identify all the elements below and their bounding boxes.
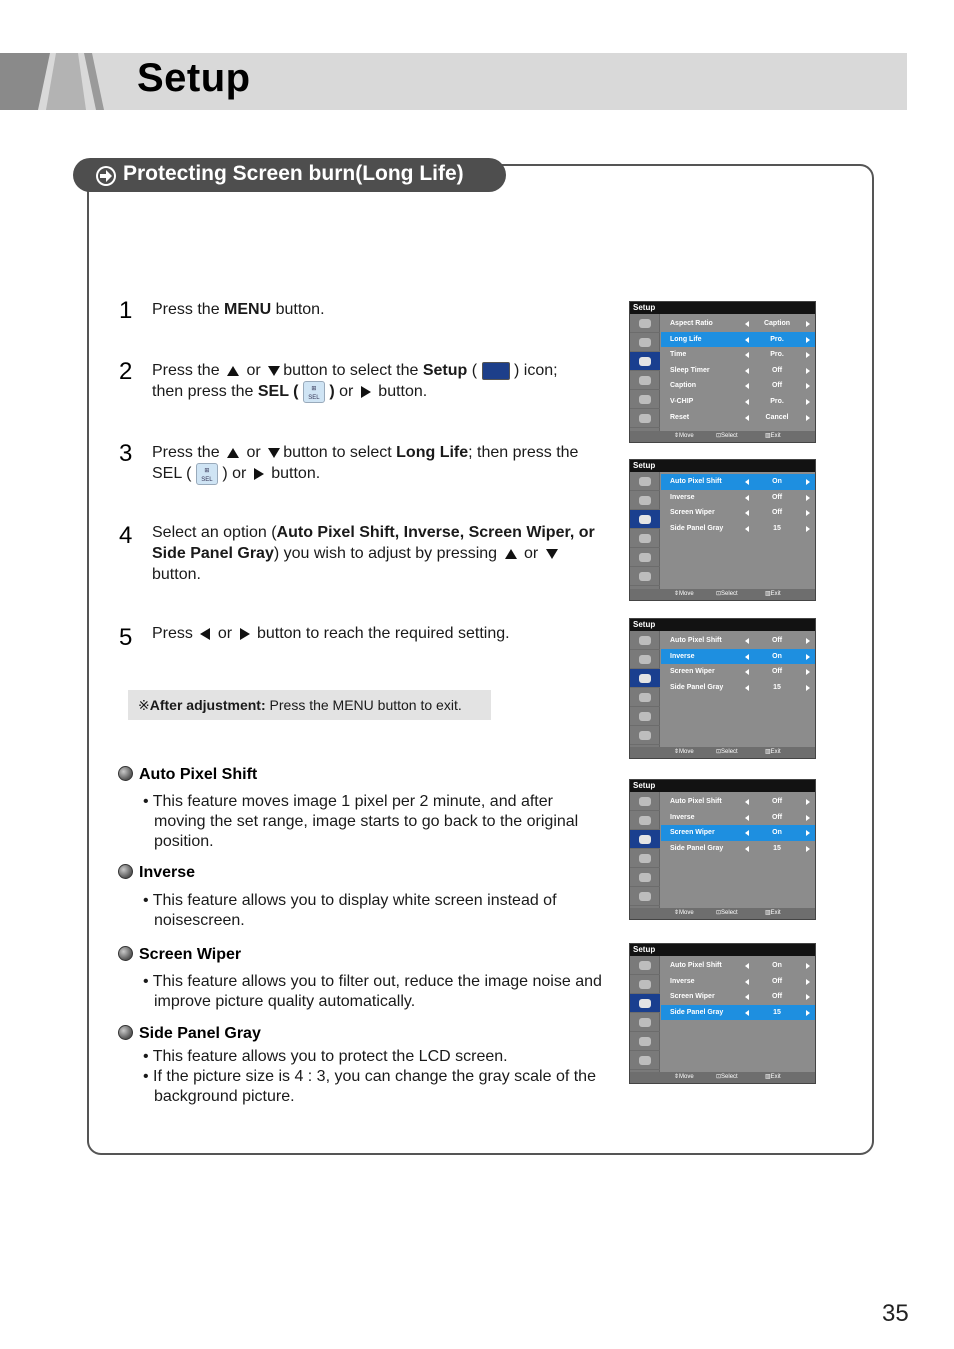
osd-left-arrow-icon: [745, 399, 749, 405]
osd-menu-row: [661, 521, 815, 537]
osd-menu-row: [661, 347, 815, 363]
osd-channel-icon: [630, 371, 660, 390]
osd-sound-icon: [630, 975, 660, 994]
osd-rows: [661, 474, 815, 536]
osd-menu-row: [661, 841, 815, 857]
osd-left-arrow-icon: [745, 685, 749, 691]
osd-menu-row: [661, 332, 815, 348]
step-number: 2: [119, 358, 133, 385]
osd-menu-screen: [629, 618, 816, 759]
osd-row-value: Caption: [763, 320, 791, 327]
osd-left-arrow-icon: [745, 415, 749, 421]
osd-menu-row: [661, 974, 815, 990]
osd-tv-icon: [630, 1051, 660, 1070]
osd-left-arrow-icon: [745, 654, 749, 660]
osd-tv-icon: [630, 887, 660, 906]
osd-row-value: Off: [771, 493, 783, 501]
osd-row-value: Off: [771, 366, 783, 374]
up-arrow-icon: [227, 366, 239, 376]
right-arrow-icon: [361, 386, 371, 398]
osd-menu-row: [661, 810, 815, 826]
step-1-text: Press the MENU button.: [152, 301, 325, 318]
osd-setup-icon: [630, 510, 660, 529]
osd-sidebar: [630, 472, 660, 589]
osd-row-value: Off: [771, 977, 783, 985]
osd-title: Setup: [630, 944, 815, 956]
osd-footer: [630, 747, 815, 758]
osd-rows: [661, 316, 815, 425]
right-arrow-icon: [240, 628, 250, 640]
round-bullet-icon: [118, 766, 133, 781]
osd-menu-row: [661, 316, 815, 332]
osd-menu-row: [661, 958, 815, 974]
note-symbol-icon: ※: [138, 697, 150, 713]
osd-row-value: On: [772, 962, 782, 969]
osd-sidebar: [630, 631, 660, 747]
osd-left-arrow-icon: [745, 368, 749, 374]
osd-row-label: Auto Pixel Shift: [670, 637, 722, 644]
osd-footer: [630, 431, 815, 442]
left-arrow-icon: [200, 628, 210, 640]
osd-left-arrow-icon: [745, 638, 749, 644]
step-4-text: Select an option (Auto Pixel Shift, Inverse, Screen Wiper, or Side Panel Gray) you wish to adjust by pressing or button.: [152, 524, 595, 583]
osd-right-arrow-icon: [806, 479, 810, 485]
section-title: Protecting Screen burn(Long Life): [123, 162, 464, 185]
osd-right-arrow-icon: [806, 685, 810, 691]
osd-right-arrow-icon: [806, 510, 810, 516]
page-number: 35: [882, 1300, 909, 1327]
osd-right-arrow-icon: [806, 830, 810, 836]
osd-channel-icon: [630, 688, 660, 707]
osd-input-icon: [630, 868, 660, 887]
osd-row-label: Inverse: [670, 652, 695, 660]
osd-left-arrow-icon: [745, 1010, 749, 1016]
osd-row-label: Side Panel Gray: [670, 524, 724, 532]
osd-row-value: On: [772, 829, 782, 837]
up-arrow-icon: [505, 549, 517, 559]
osd-left-arrow-icon: [745, 669, 749, 675]
up-arrow-icon: [227, 448, 239, 458]
osd-left-arrow-icon: [745, 830, 749, 836]
osd-sound-icon: [630, 811, 660, 830]
osd-menu-row: [661, 633, 815, 649]
osd-left-arrow-icon: [745, 979, 749, 985]
osd-sound-icon: [630, 491, 660, 510]
osd-row-value: Off: [771, 993, 783, 1001]
osd-row-value: Pro.: [770, 397, 784, 405]
setup-wrench-icon: [482, 362, 510, 380]
osd-right-arrow-icon: [806, 654, 810, 660]
osd-row-label: Side Panel Gray: [670, 844, 724, 852]
osd-right-arrow-icon: [806, 383, 810, 389]
osd-left-arrow-icon: [745, 510, 749, 516]
osd-sidebar: [630, 314, 660, 431]
osd-move-hint: ⇕ Move: [674, 749, 694, 755]
osd-select-hint: ⊡ Select: [716, 591, 738, 597]
osd-row-label: V-CHIP: [670, 397, 694, 405]
arrow-circle-icon: [95, 165, 117, 187]
osd-row-label: Long Life: [670, 335, 702, 343]
feature-heading: Screen Wiper: [118, 946, 241, 964]
osd-row-label: Screen Wiper: [670, 668, 715, 676]
osd-right-arrow-icon: [806, 669, 810, 675]
osd-select-hint: ⊡ Select: [716, 910, 738, 916]
osd-title: Setup: [630, 619, 815, 631]
osd-row-value: Off: [771, 382, 783, 390]
osd-rows: [661, 633, 815, 695]
down-arrow-icon: [268, 448, 280, 458]
round-bullet-icon: [118, 1025, 133, 1040]
osd-row-label: Auto Pixel Shift: [670, 478, 722, 485]
osd-right-arrow-icon: [806, 321, 810, 327]
osd-exit-hint: ▥ Exit: [765, 591, 781, 597]
osd-picture-icon: [630, 956, 660, 975]
osd-menu-screen: [629, 459, 816, 601]
osd-title: Setup: [630, 460, 815, 472]
step-number: 5: [119, 624, 133, 651]
page-title: Setup: [137, 56, 251, 100]
osd-input-icon: [630, 390, 660, 409]
osd-menu-row: [661, 474, 815, 490]
osd-select-hint: ⊡ Select: [716, 749, 738, 755]
osd-row-value: On: [772, 652, 782, 660]
osd-right-arrow-icon: [806, 337, 810, 343]
osd-tv-icon: [630, 409, 660, 428]
sel-button-icon: ⊞ SEL: [196, 463, 218, 485]
osd-title: Setup: [630, 780, 815, 792]
step-2-text: Press the or button to select the Setup ( ) icon; then press the SEL ( ⊞ SEL ) or button.: [152, 362, 558, 401]
step-number: 4: [119, 522, 133, 549]
osd-sound-icon: [630, 333, 660, 352]
osd-setup-icon: [630, 830, 660, 849]
osd-row-label: Inverse: [670, 813, 695, 821]
osd-move-hint: ⇕ Move: [674, 591, 694, 597]
down-arrow-icon: [546, 549, 558, 559]
osd-right-arrow-icon: [806, 352, 810, 358]
osd-row-label: Screen Wiper: [670, 829, 715, 837]
osd-select-hint: ⊡ Select: [716, 1074, 738, 1080]
osd-input-icon: [630, 1032, 660, 1051]
osd-channel-icon: [630, 849, 660, 868]
osd-left-arrow-icon: [745, 846, 749, 852]
osd-picture-icon: [630, 472, 660, 491]
osd-move-hint: ⇕ Move: [674, 433, 694, 439]
osd-row-value: On: [772, 478, 782, 485]
osd-row-label: Inverse: [670, 493, 695, 501]
osd-tv-icon: [630, 726, 660, 745]
osd-row-label: Auto Pixel Shift: [670, 962, 722, 969]
osd-row-value: Pro.: [770, 335, 784, 343]
osd-row-label: Screen Wiper: [670, 509, 715, 517]
osd-right-arrow-icon: [806, 415, 810, 421]
osd-row-value: Off: [771, 637, 783, 644]
osd-row-value: Pro.: [770, 351, 784, 359]
osd-row-value: 15: [773, 683, 781, 691]
osd-select-hint: ⊡ Select: [716, 433, 738, 439]
osd-row-value: Off: [771, 509, 783, 517]
sel-button-icon: ⊞ SEL: [303, 381, 325, 403]
osd-right-arrow-icon: [806, 399, 810, 405]
osd-row-value: Off: [771, 668, 783, 676]
adjustment-note: ※After adjustment: Press the MENU button to exit.: [128, 690, 491, 720]
step-number: 3: [119, 440, 133, 467]
osd-menu-row: [661, 794, 815, 810]
osd-row-value: Off: [771, 813, 783, 821]
osd-exit-hint: ▥ Exit: [765, 1074, 781, 1080]
osd-rows: [661, 794, 815, 856]
osd-row-label: Caption: [670, 382, 697, 390]
osd-right-arrow-icon: [806, 963, 810, 969]
osd-left-arrow-icon: [745, 383, 749, 389]
osd-row-value: Off: [771, 798, 783, 805]
osd-right-arrow-icon: [806, 495, 810, 501]
osd-menu-row: [661, 505, 815, 521]
step-5-text: Press or button to reach the required setting.: [152, 625, 510, 642]
osd-row-label: Reset: [670, 413, 690, 421]
osd-footer: [630, 908, 815, 919]
osd-menu-row: [661, 649, 815, 665]
osd-menu-row: [661, 664, 815, 680]
round-bullet-icon: [118, 946, 133, 961]
down-arrow-icon: [268, 366, 280, 376]
osd-menu-row: [661, 989, 815, 1005]
feature-description: • This feature allows you to display white screen instead of noisescreen.: [143, 892, 557, 929]
osd-left-arrow-icon: [745, 495, 749, 501]
osd-left-arrow-icon: [745, 963, 749, 969]
osd-move-hint: ⇕ Move: [674, 910, 694, 916]
osd-menu-row: [661, 1005, 815, 1021]
osd-left-arrow-icon: [745, 337, 749, 343]
osd-left-arrow-icon: [745, 994, 749, 1000]
feature-description: • This feature allows you to protect the LCD screen.: [143, 1048, 508, 1065]
osd-row-label: Aspect Ratio: [670, 320, 713, 327]
osd-setup-icon: [630, 994, 660, 1013]
osd-menu-row: [661, 490, 815, 506]
osd-menu-row: [661, 825, 815, 841]
osd-rows: [661, 958, 815, 1020]
osd-right-arrow-icon: [806, 526, 810, 532]
header-stripes-decoration: [0, 53, 120, 110]
osd-row-value: 15: [773, 524, 781, 532]
osd-menu-row: [661, 378, 815, 394]
osd-left-arrow-icon: [745, 352, 749, 358]
feature-heading: Side Panel Gray: [118, 1025, 261, 1043]
osd-menu-screen: [629, 943, 816, 1084]
osd-right-arrow-icon: [806, 1010, 810, 1016]
osd-exit-hint: ▥ Exit: [765, 749, 781, 755]
osd-left-arrow-icon: [745, 815, 749, 821]
osd-picture-icon: [630, 314, 660, 333]
osd-picture-icon: [630, 631, 660, 650]
osd-right-arrow-icon: [806, 979, 810, 985]
feature-description: • If the picture size is 4 : 3, you can change the gray scale of the background picture.: [143, 1068, 596, 1105]
osd-menu-screen: [629, 779, 816, 920]
osd-right-arrow-icon: [806, 638, 810, 644]
osd-menu-row: [661, 410, 815, 426]
osd-row-value: 15: [773, 844, 781, 852]
osd-left-arrow-icon: [745, 799, 749, 805]
osd-row-label: Side Panel Gray: [670, 1008, 724, 1016]
feature-description: • This feature allows you to filter out, reduce the image noise and improve picture quality automatically.: [143, 973, 602, 1010]
osd-picture-icon: [630, 792, 660, 811]
osd-row-value: 15: [773, 1008, 781, 1016]
osd-sidebar: [630, 956, 660, 1072]
osd-row-label: Side Panel Gray: [670, 683, 724, 691]
round-bullet-icon: [118, 864, 133, 879]
right-arrow-icon: [254, 468, 264, 480]
osd-input-icon: [630, 707, 660, 726]
osd-tv-icon: [630, 567, 660, 586]
osd-row-label: Inverse: [670, 977, 695, 985]
feature-description: • This feature moves image 1 pixel per 2 minute, and after moving the set range, image starts to go back to the original position.: [143, 793, 579, 850]
osd-right-arrow-icon: [806, 846, 810, 852]
osd-menu-row: [661, 680, 815, 696]
feature-heading: Inverse: [118, 864, 195, 882]
step-3-text: Press the or button to select Long Life; then press the SEL ( ⊞ SEL ) or button.: [152, 444, 579, 483]
osd-left-arrow-icon: [745, 321, 749, 327]
osd-menu-row: [661, 394, 815, 410]
feature-heading: Auto Pixel Shift: [118, 766, 257, 784]
osd-exit-hint: ▥ Exit: [765, 433, 781, 439]
osd-footer: [630, 1072, 815, 1083]
osd-right-arrow-icon: [806, 994, 810, 1000]
osd-left-arrow-icon: [745, 479, 749, 485]
osd-right-arrow-icon: [806, 368, 810, 374]
osd-exit-hint: ▥ Exit: [765, 910, 781, 916]
osd-left-arrow-icon: [745, 526, 749, 532]
osd-footer: [630, 589, 815, 600]
osd-input-icon: [630, 548, 660, 567]
osd-title: Setup: [630, 302, 815, 314]
osd-channel-icon: [630, 1013, 660, 1032]
osd-right-arrow-icon: [806, 815, 810, 821]
osd-move-hint: ⇕ Move: [674, 1074, 694, 1080]
osd-row-label: Auto Pixel Shift: [670, 798, 722, 805]
osd-row-label: Sleep Timer: [670, 366, 710, 374]
osd-setup-icon: [630, 352, 660, 371]
osd-sound-icon: [630, 650, 660, 669]
osd-row-label: Time: [670, 351, 687, 359]
osd-channel-icon: [630, 529, 660, 548]
osd-right-arrow-icon: [806, 799, 810, 805]
osd-menu-row: [661, 363, 815, 379]
osd-sidebar: [630, 792, 660, 908]
osd-row-value: Cancel: [765, 413, 789, 421]
osd-row-label: Screen Wiper: [670, 993, 715, 1001]
step-number: 1: [119, 297, 133, 324]
osd-setup-icon: [630, 669, 660, 688]
osd-menu-screen: [629, 301, 816, 443]
